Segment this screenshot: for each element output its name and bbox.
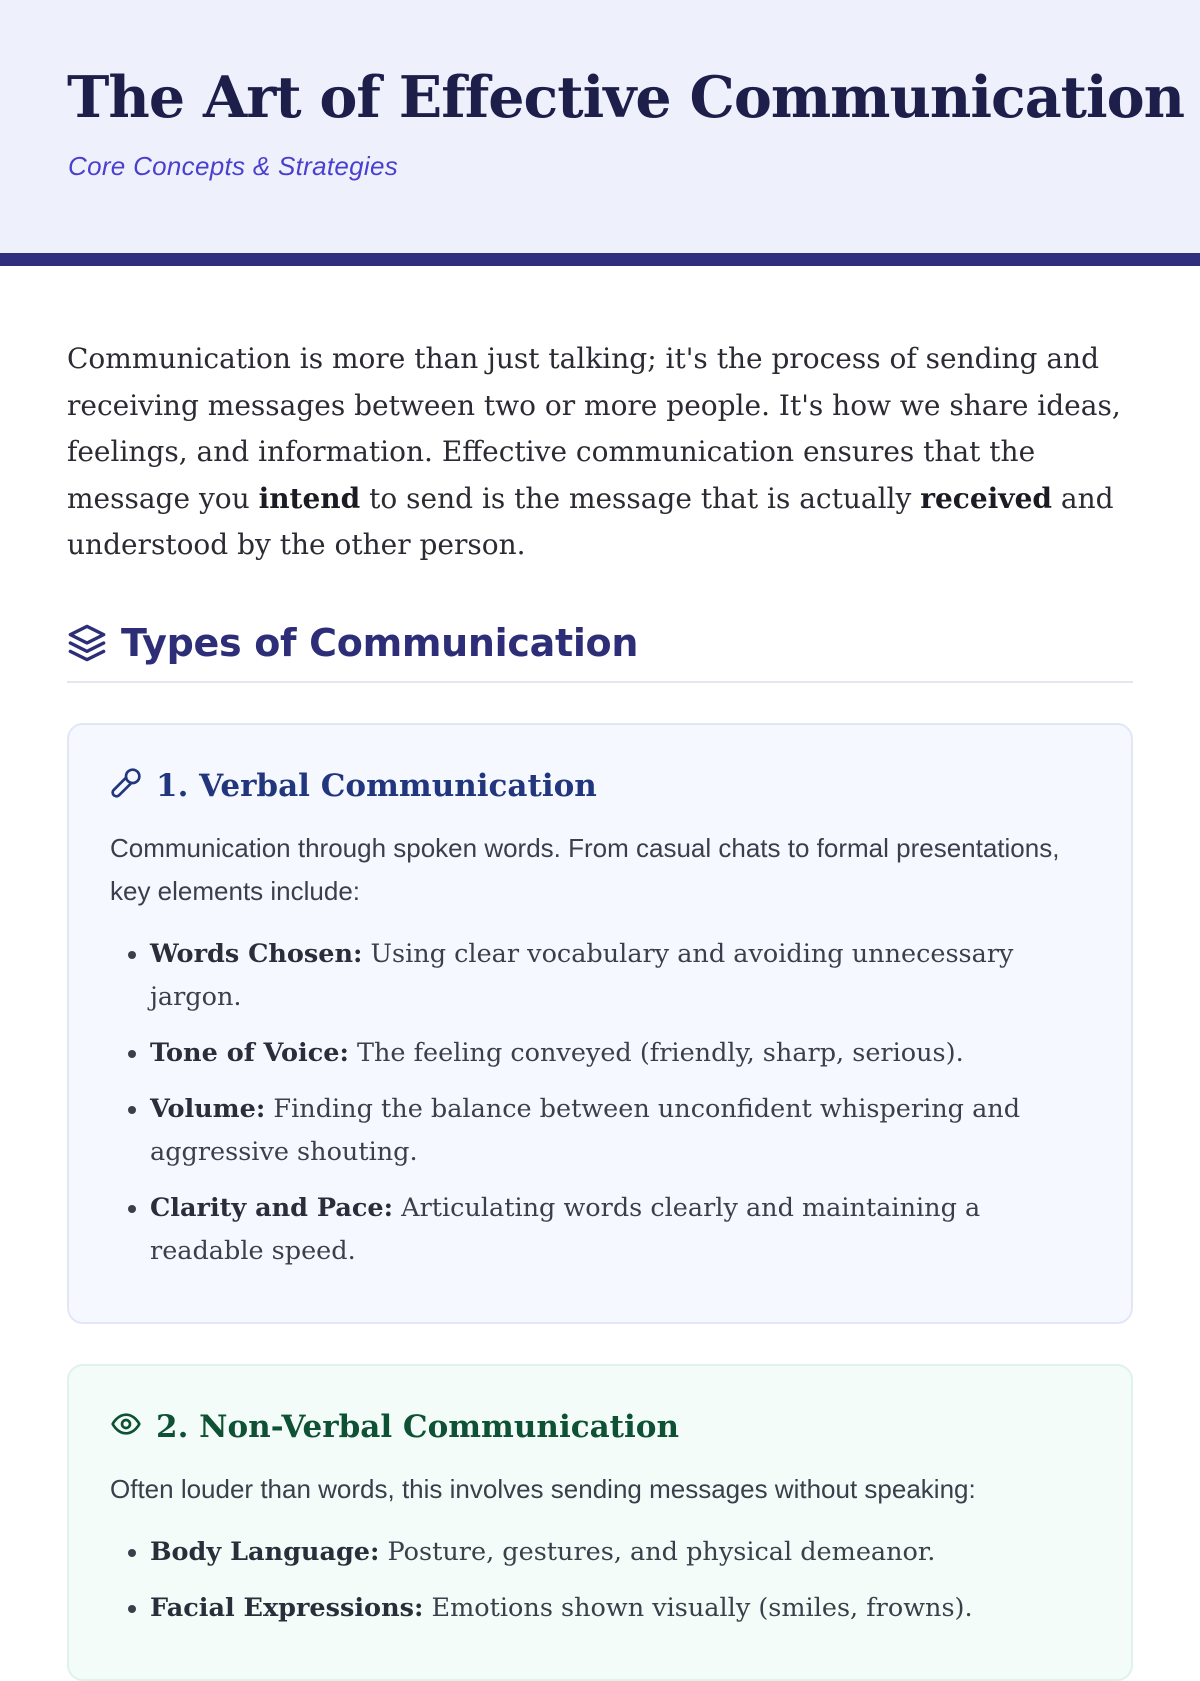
intro-bold-received: received	[920, 481, 1052, 515]
list-item	[150, 933, 1091, 1019]
card-heading	[110, 767, 1091, 805]
card-title: 2. Non-Verbal Communication	[156, 1408, 679, 1445]
page-title: The Art of Effective Communication	[67, 64, 1185, 131]
list-item-text: Emotions shown visually (smiles, frowns).	[423, 1592, 973, 1623]
list-item-text: Articulating words clearly and maintaining a readable speed.	[150, 1192, 981, 1266]
list-item-term: Facial Expressions:	[150, 1592, 424, 1623]
list-item-text: Using clear vocabulary and avoiding unnecessary jargon.	[150, 938, 1014, 1012]
card-verbal-communication	[67, 723, 1133, 1324]
eye-icon	[110, 1408, 142, 1446]
list-item-term: Body Language:	[150, 1536, 380, 1567]
intro-text-3: and understood by the other person.	[67, 481, 1114, 561]
intro-bold-intend: intend	[258, 481, 361, 515]
intro-text-1: Communication is more than just talking; it's the process of sending and receiving messages between two or more people. It's how we share ideas, feelings, and information. Effective communication ensures that the message you	[67, 342, 1121, 515]
list-item-text: The feeling conveyed (friendly, sharp, serious).	[348, 1037, 964, 1068]
section-title: Types of Communication	[121, 620, 639, 665]
card-list	[110, 1531, 1091, 1630]
list-item	[150, 1187, 1091, 1273]
layers-icon	[67, 623, 107, 663]
card-list	[110, 933, 1091, 1273]
section-heading-types	[67, 621, 1133, 683]
card-description: Often louder than words, this involves sending messages without speaking:	[110, 1473, 976, 1504]
card-heading	[110, 1408, 1091, 1446]
microphone-icon	[110, 767, 142, 805]
list-item-text: Posture, gestures, and physical demeanor.	[379, 1536, 936, 1567]
list-item	[150, 1531, 1091, 1574]
card-description: Communication through spoken words. From casual chats to formal presentations, key elements include:	[110, 832, 1060, 906]
list-item-term: Words Chosen:	[150, 938, 363, 969]
list-item	[150, 1032, 1091, 1075]
card-title: 1. Verbal Communication	[156, 767, 597, 804]
intro-paragraph	[67, 336, 1133, 569]
intro-text-2: to send is the message that is actually	[360, 481, 921, 515]
page-header	[0, 0, 1200, 266]
page-subtitle: Core Concepts & Strategies	[68, 151, 399, 181]
list-item	[150, 1587, 1091, 1630]
list-item	[150, 1088, 1091, 1174]
card-nonverbal-communication	[67, 1364, 1133, 1681]
list-item-term: Tone of Voice:	[150, 1037, 349, 1068]
list-item-text: Finding the balance between unconfident whispering and aggressive shouting.	[150, 1093, 1021, 1167]
list-item-term: Clarity and Pace:	[150, 1192, 394, 1223]
list-item-term: Volume:	[150, 1093, 266, 1124]
main-content	[0, 336, 1200, 1681]
